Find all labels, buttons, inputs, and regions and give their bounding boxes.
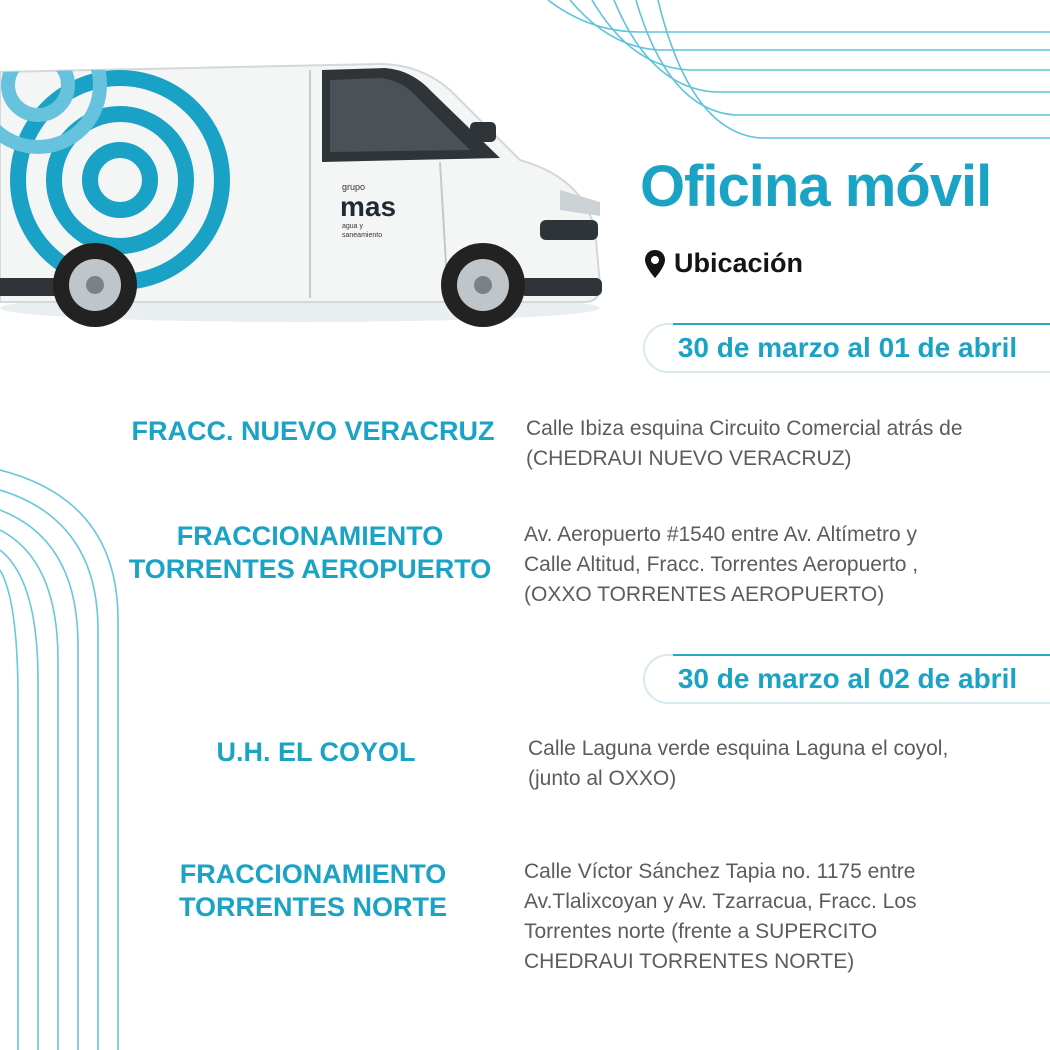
location-name [116,736,516,769]
location-address [526,414,1026,474]
date-range-text: 30 de marzo al 02 de abril [677,663,1018,694]
van-brand-tag-2: saneamiento [342,232,383,239]
date-range-text: 30 de marzo al 01 de abril [677,332,1018,363]
location-address [528,734,1028,794]
van-brand-tag-1: agua y [342,223,364,230]
address-line: Calle Ibiza esquina Circuito Comercial atrás de [526,417,963,440]
address-line: Calle Laguna verde esquina Laguna el coyol, [528,737,949,760]
page-title: Oficina móvil [640,154,992,219]
location-name [113,415,513,448]
location-name-line: TORRENTES NORTE [178,892,448,922]
location-name-line: FRACCIONAMIENTO [176,521,444,551]
location-name-line: FRACC. NUEVO VERACRUZ [131,416,495,446]
location-address [524,857,1024,977]
date-range-badge [643,323,1050,373]
address-line: CHEDRAUI TORRENTES NORTE) [524,950,855,973]
location-name [113,858,513,924]
address-line: Calle Altitud, Fracc. Torrentes Aeropuerto , [524,553,919,576]
map-pin-icon [644,249,666,279]
location-address [524,520,1024,610]
address-line: (OXXO TORRENTES AEROPUERTO) [524,583,885,606]
location-name [110,520,510,586]
address-line: Av. Aeropuerto #1540 entre Av. Altímetro y [524,523,918,546]
location-name-line: U.H. EL COYOL [216,737,416,767]
address-line: Calle Víctor Sánchez Tapia no. 1175 entre [524,860,916,883]
location-name-line: TORRENTES AEROPUERTO [128,554,492,584]
location-name-line: FRACCIONAMIENTO [179,859,447,889]
address-line: (CHEDRAUI NUEVO VERACRUZ) [526,447,852,470]
location-heading [644,248,803,279]
van-brand-logo: mas [340,191,397,222]
address-line: Torrentes norte (frente a SUPERCITO [524,920,878,943]
address-line: (junto al OXXO) [528,767,677,790]
van-illustration [0,40,610,330]
van-brand-small: grupo [342,182,366,192]
date-range-badge [643,654,1050,704]
location-label: Ubicación [674,248,804,278]
address-line: Av.Tlalixcoyan y Av. Tzarracua, Fracc. Los [524,890,917,913]
